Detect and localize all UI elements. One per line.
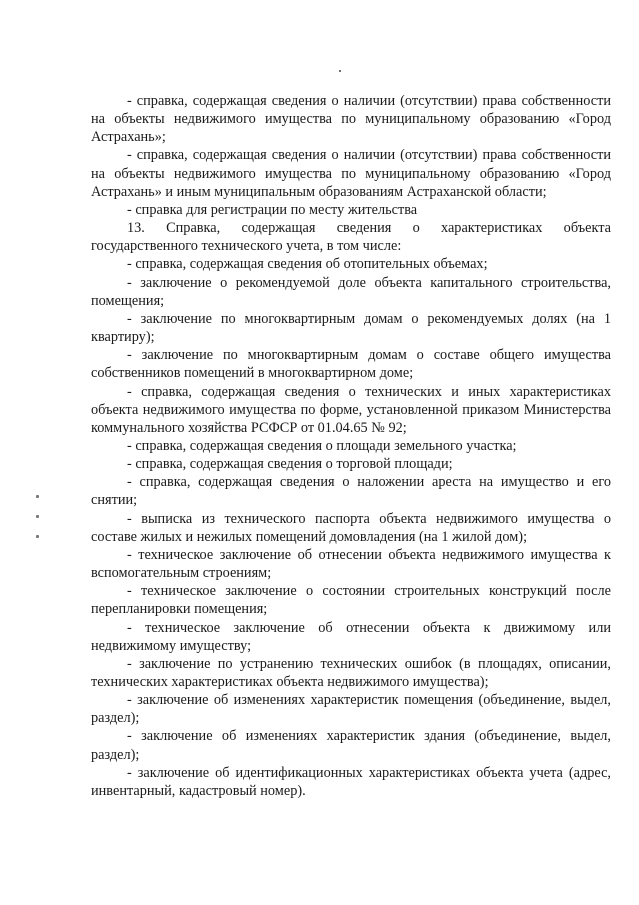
list-item-paragraph: - справка, содержащая сведения о наличии (отсутствии) права собственности на объекты недвижимого имущества по муниципальному образованию «Город Астрахань»;: [91, 93, 611, 146]
section-13-heading: 13. Справка, содержащая сведения о характеристиках объекта государственного технического учета, в том числе:: [91, 220, 611, 255]
list-item-paragraph: - заключение об идентификационных характеристиках объекта учета (адрес, инвентарный, кадастровый номер).: [91, 764, 611, 799]
list-item-paragraph: - справка, содержащая сведения о торговой площади;: [127, 456, 453, 473]
margin-mark: [36, 495, 39, 498]
list-item-paragraph: - справка для регистрации по месту жительства: [127, 201, 418, 218]
document-body: [91, 92, 611, 800]
list-item-paragraph: - справка, содержащая сведения о наложении ареста на имущество и его снятии;: [91, 474, 611, 509]
list-item-paragraph: - справка, содержащая сведения об отопительных объемах;: [127, 256, 488, 273]
list-item-paragraph: - заключение по многоквартирным домам о составе общего имущества собственников помещений в многоквартирном доме;: [91, 347, 611, 382]
list-item-paragraph: - заключение о рекомендуемой доле объекта капитального строительства, помещения;: [91, 274, 611, 309]
list-item-paragraph: - техническое заключение о состоянии строительных конструкций после перепланировки помещения;: [91, 583, 611, 618]
margin-mark: [36, 515, 39, 518]
list-item-paragraph: - техническое заключение об отнесении объекта к движимому или недвижимому имуществу;: [91, 619, 611, 654]
scan-speck: [339, 70, 341, 72]
list-item-paragraph: - заключение по многоквартирным домам о рекомендуемых долях (на 1 квартиру);: [91, 310, 611, 346]
list-item-paragraph: - заключение об изменениях характеристик здания (объединение, выдел, раздел);: [91, 728, 611, 763]
list-item-paragraph: - техническое заключение об отнесении объекта недвижимого имущества к вспомогательным строениям;: [91, 546, 611, 582]
list-item-paragraph: - справка, содержащая сведения о технических и иных характеристиках объекта недвижимого имущества по форме, установленной приказом Министерства коммунального хозяйства РСФСР от 01.04.65 № 92;: [91, 383, 611, 436]
margin-mark: [36, 535, 39, 538]
list-item-paragraph: - заключение об изменениях характеристик помещения (объединение, выдел, раздел);: [91, 692, 611, 727]
list-item-paragraph: - выписка из технического паспорта объекта недвижимого имущества о составе жилых и нежилых помещений домовладения (на 1 жилой дом);: [91, 510, 611, 545]
list-item-paragraph: - справка, содержащая сведения о наличии (отсутствии) права собственности на объекты недвижимого имущества по муниципальному образованию «Город Астрахань» и иным муниципальным образованиям Астраханской области;: [91, 147, 611, 200]
list-item-paragraph: - справка, содержащая сведения о площади земельного участка;: [127, 437, 517, 454]
margin-scan-marks: [36, 495, 44, 545]
list-item-paragraph: - заключение по устранению технических ошибок (в площадях, описании, технических характеристиках объекта недвижимого имущества);: [91, 655, 611, 690]
